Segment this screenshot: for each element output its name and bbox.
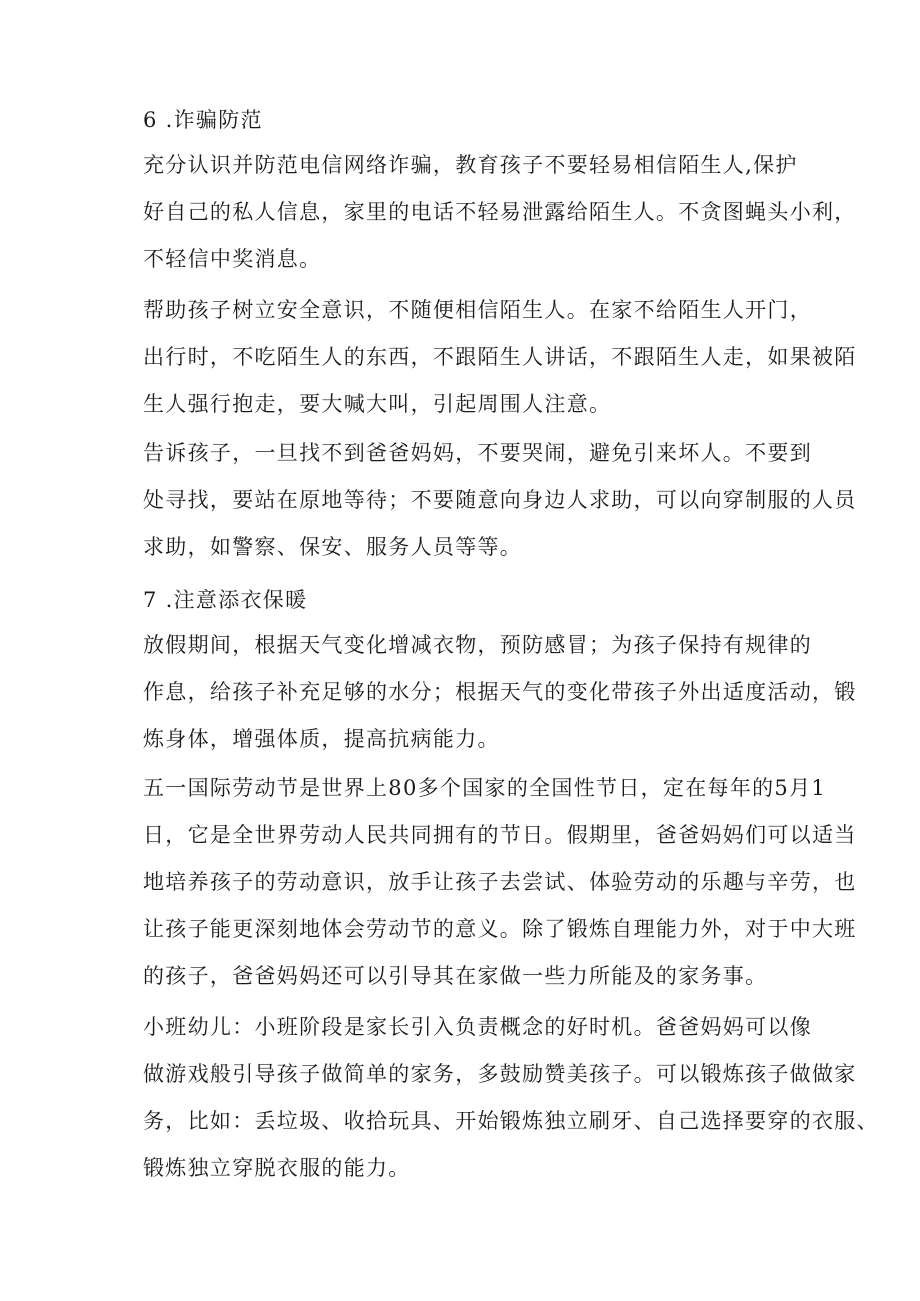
paragraph-line: 五一国际劳动节是世界上80多个国家的全国性节日，定在每年的5月1 (143, 776, 827, 800)
paragraph-line: 帮助孩子树立安全意识，不随便相信陌生人。在家不给陌生人开门， (143, 298, 812, 322)
paragraph-lost-child (95, 430, 857, 571)
section-heading-keep-warm (95, 584, 879, 614)
paragraph-line: 充分认识并防范电信网络诈骗，教育孩子不要轻易相信陌生人,保护 (143, 153, 798, 177)
paragraph-line: 好自己的私人信息，家里的电话不轻易泄露给陌生人。不贪图蝇头小利， (143, 200, 857, 224)
paragraph-line: 出行时，不吃陌生人的东西，不跟陌生人讲话，不跟陌生人走，如果被陌 (143, 345, 857, 369)
paragraph-line: 务，比如：丢垃圾、收拾玩具、开始锻炼独立刷牙、自己选择要穿的衣服、 (143, 1109, 879, 1133)
paragraph-line: 的孩子，爸爸妈妈还可以引导其在家做一些力所能及的家务事。 (143, 964, 768, 988)
paragraph-line: 不轻信中奖消息。 (143, 247, 322, 271)
paragraph-line: 让孩子能更深刻地体会劳动节的意义。除了锻炼自理能力外，对于中大班 (143, 917, 857, 941)
paragraph-line: 处寻找，要站在原地等待；不要随意向身边人求助，可以向穿制服的人员 (143, 488, 857, 512)
section-heading-fraud-prevention (95, 104, 879, 134)
paragraph-line: 放假期间，根据天气变化增减衣物，预防感冒；为孩子保持有规律的 (143, 633, 812, 657)
paragraph-line: 小班幼儿：小班阶段是家长引入负责概念的好时机。爸爸妈妈可以像 (143, 1015, 812, 1039)
paragraph-safety-awareness (95, 287, 857, 428)
paragraph-line: 生人强行抱走，要大喊大叫，引起周围人注意。 (143, 392, 612, 416)
paragraph-line: 求助，如警察、保安、服务人员等等。 (143, 535, 523, 559)
paragraph-line: 炼身体，增强体质，提高抗病能力。 (143, 727, 500, 751)
paragraph-labor-day (95, 765, 857, 1000)
paragraph-line: 锻炼独立穿脱衣服的能力。 (143, 1156, 411, 1180)
heading-text: 7 .注意添衣保暖 (143, 588, 308, 612)
paragraph-line: 告诉孩子，一旦找不到爸爸妈妈，不要哭闹，避免引来坏人。不要到 (143, 441, 812, 465)
paragraph-small-class (95, 1004, 879, 1192)
paragraph-line: 日，它是全世界劳动人民共同拥有的节日。假期里，爸爸妈妈们可以适当 (143, 823, 857, 847)
paragraph-telecom-fraud (95, 142, 857, 283)
paragraph-line: 地培养孩子的劳动意识，放手让孩子去尝试、体验劳动的乐趣与辛劳，也 (143, 870, 857, 894)
paragraph-line: 做游戏般引导孩子做简单的家务，多鼓励赞美孩子。可以锻炼孩子做做家 (143, 1062, 857, 1086)
paragraph-line: 作息，给孩子补充足够的水分；根据天气的变化带孩子外出适度活动，锻 (143, 680, 857, 704)
paragraph-holiday-health (95, 622, 857, 763)
heading-text: 6 .诈骗防范 (143, 108, 263, 132)
